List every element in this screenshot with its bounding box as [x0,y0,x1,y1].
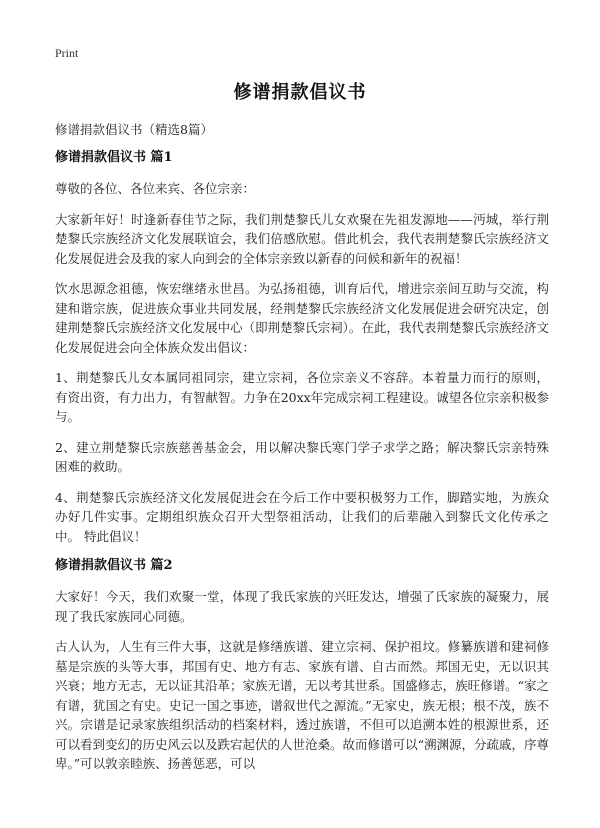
paragraph: 尊敬的各位、各位来宾、各位宗亲： [55,181,256,196]
section-heading: 修谱捐款倡议书 篇2 [55,558,173,573]
document-subtitle: 修谱捐款倡议书（精选8篇） [55,122,213,137]
section-2 [55,557,549,774]
paragraph: 2、建立荆楚黎氏宗族慈善基金会，用以解决黎氏寒门学子求学之路；解决黎氏宗亲特殊困难的救助。 [55,439,549,474]
section-heading: 修谱捐款倡议书 篇1 [55,150,173,165]
document-body [55,149,549,785]
paragraph: 大家好！今天，我们欢聚一堂，体现了我氏家族的兴旺发达，增强了氏家族的凝聚力，展现了我氏家族同心同德。 [55,589,549,624]
paragraph: 饮水思源念祖德，恢宏继绪永世昌。为弘扬祖德，训育后代，增进宗亲间互助与交流，构建和谐宗族，促进族众事业共同发展，经荆楚黎氏宗族经济文化发展促进会研究决定，创建荆楚黎氏宗族经济文化发展中心（即荆楚黎氏宗祠）。在此，我代表荆楚黎氏宗族经济文化发展促进会向全体族众发出倡议： [55,281,549,355]
print-link[interactable]: Print [55,46,79,60]
paragraph: 古人认为，人生有三件大事，这就是修缮族谱、建立宗祠、保护祖坟。修纂族谱和建祠修墓是宗族的头等大事，邦国有史、地方有志、家族有谱、自古而然。邦国无史，无以识其兴衰；地方无志，无以证其沿革；家族无谱，无以考其世系。国盛修志，族旺修谱。“家之有谱，犹国之有史。史记一国之事迹，谱叙世代之源流。”无家史，族无根；根不茂，族不兴。宗谱是记录家族组织活动的档案材料，透过族谱，不但可以追溯本姓的根源世系，还可以看到变幻的历史风云以及跌宕起伏的人世沧桑。故而修谱可以“溯渊源，分疏戚，序尊卑。”可以敦亲睦族、扬善惩恶，可以 [55,639,549,771]
document-title: 修谱捐款倡议书 [233,82,367,103]
section-1 [55,149,549,546]
paragraph: 1、荆楚黎氏儿女本属同祖同宗，建立宗祠，各位宗亲义不容辞。本着量力而行的原则，有资出资，有力出力，有智献智。力争在20xx年完成宗祠工程建设。诚望各位宗亲积极参与。 [55,370,549,424]
paragraph: 大家新年好！时逢新春佳节之际，我们荆楚黎氏儿女欢聚在先祖发源地——沔城，举行荆楚黎氏宗族经济文化发展联谊会，我们倍感欣慰。借此机会，我代表荆楚黎氏宗族经济文化发展促进会及我的家人向到会的全体宗亲致以新春的问候和新年的祝福！ [55,211,549,266]
paragraph: 4、荆楚黎氏宗族经济文化发展促进会在今后工作中要积极努力工作，脚踏实地，为族众办好几件实事。定期组织族众召开大型祭祖活动，让我们的后辈融入到黎氏文化传承之中。 特此倡议！ [55,489,549,544]
